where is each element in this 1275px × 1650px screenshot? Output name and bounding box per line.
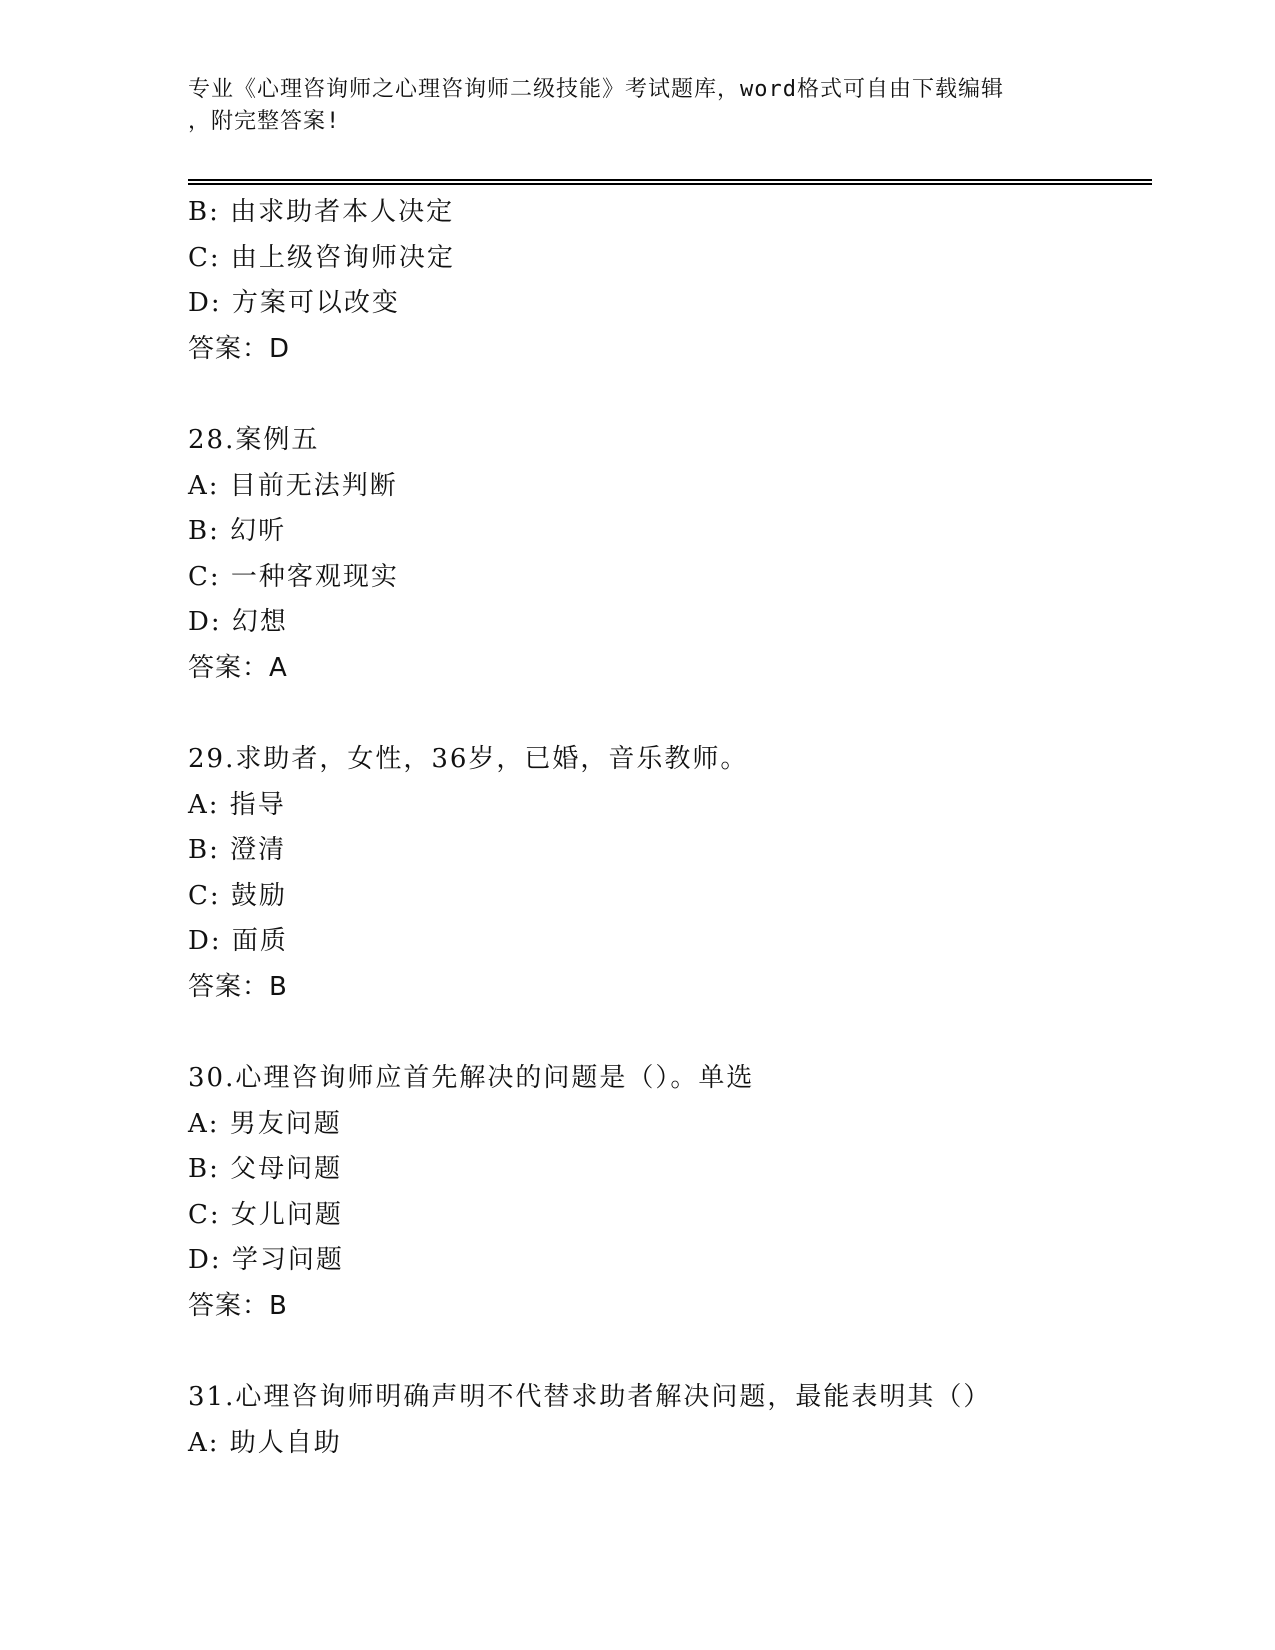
option-c: C: 一种客观现实 (188, 561, 399, 592)
header-divider-bottom (188, 183, 1152, 185)
option-c: C: 鼓励 (188, 880, 287, 911)
document-header (188, 74, 1068, 138)
question-list (188, 190, 1152, 1466)
option-d: D: 学习问题 (188, 1245, 344, 1275)
option-d: D: 方案可以改变 (188, 288, 400, 318)
question-27-tail (188, 190, 1152, 372)
option-b: B: 幻听 (188, 516, 287, 546)
question-29 (188, 737, 1152, 1010)
option-a: A: 指导 (188, 789, 286, 820)
option-c: C: 由上级咨询师决定 (188, 242, 455, 273)
option-b: B: 父母问题 (188, 1154, 343, 1184)
option-a: A: 目前无法判断 (188, 470, 398, 501)
question-30 (188, 1056, 1152, 1329)
option-b: B: 由求助者本人决定 (188, 197, 455, 227)
header-divider-top (188, 179, 1152, 181)
option-a: A: 男友问题 (188, 1108, 342, 1139)
question-title: 29.求助者，女性，36岁，已婚，音乐教师。 (188, 744, 749, 774)
question-31 (188, 1375, 1152, 1466)
question-title: 31.心理咨询师明确声明不代替求助者解决问题，最能表明其（） (188, 1382, 992, 1412)
question-title: 30.心理咨询师应首先解决的问题是（）。单选 (188, 1063, 755, 1093)
answer-label: 答案：A (188, 652, 288, 683)
option-a: A: 助人自助 (188, 1427, 342, 1458)
option-b: B: 澄清 (188, 835, 287, 865)
option-d: D: 面质 (188, 926, 288, 956)
question-title: 28.案例五 (188, 425, 320, 455)
header-line-2: ，附完整答案! (188, 109, 341, 134)
answer-label: 答案：B (188, 971, 288, 1002)
option-d: D: 幻想 (188, 607, 288, 637)
answer-label: 答案：D (188, 333, 291, 364)
option-c: C: 女儿问题 (188, 1199, 343, 1230)
header-line-1: 专业《心理咨询师之心理咨询师二级技能》考试题库，word格式可自由下载编辑 (188, 77, 1004, 102)
question-28 (188, 418, 1152, 691)
answer-label: 答案：B (188, 1290, 288, 1321)
